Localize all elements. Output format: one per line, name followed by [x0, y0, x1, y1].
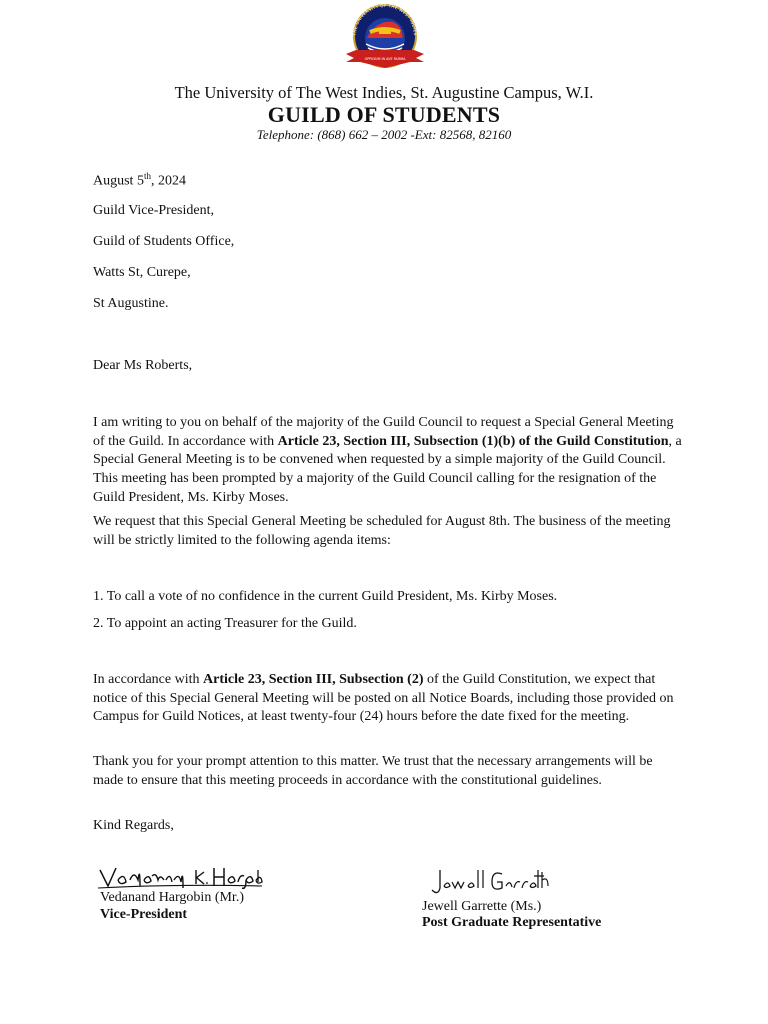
- signature-post-graduate-representative: [430, 866, 550, 898]
- address-line: Watts St, Curepe,: [93, 265, 191, 280]
- body-paragraph-4: Thank you for your prompt attention to this matter. We trust that the necessary arrangements will be made to ensure that this meeting proceeds in accordance with the constitutional guidelines.: [93, 754, 653, 788]
- crest-text: THE UNIVERSITY OF THE WEST INDIES: [351, 2, 419, 36]
- closing: Kind Regards,: [93, 818, 174, 833]
- signatory-name: Jewell Garrette (Ms.): [422, 899, 542, 914]
- constitution-reference: Article 23, Section III, Subsection (2): [203, 672, 424, 687]
- agenda-item: 2. To appoint an acting Treasurer for the Guild.: [93, 616, 357, 631]
- organization-title: GUILD OF STUDENTS: [267, 102, 501, 127]
- body-paragraph-1: I am writing to you on behalf of the majority of the Guild Council to request a Special General Meeting of the Guild. In accordance with Article 23, Section III, Subsection (1)(b) of the Guild Constitution, a Special General Meeting is to be convened when requested by a simple majority of the Guild Council. This meeting has been prompted by a majority of the Guild Council calling for the resignation of the Guild President, Ms. Kirby Moses.: [93, 415, 682, 505]
- university-name: The University of The West Indies, St. Augustine Campus, W.I.: [174, 83, 594, 102]
- body-paragraph-2: We request that this Special General Meeting be scheduled for August 8th. The business of the meeting will be strictly limited to the following agenda items:: [93, 514, 671, 548]
- letter-date: August 5th, 2024: [93, 171, 186, 189]
- signatory-title: Vice-President: [100, 907, 188, 922]
- guild-crest-logo: [336, 2, 434, 76]
- constitution-reference: Article 23, Section III, Subsection (1)(b) of the Guild Constitution: [277, 433, 669, 449]
- signature-vice-president: [96, 862, 266, 892]
- signatory-name: Vedanand Hargobin (Mr.): [100, 890, 244, 905]
- crest-ribbon-text: OPPIDUM IN AVE RUBRA: [364, 57, 406, 61]
- telephone-line: Telephone: (868) 662 – 2002 -Ext: 82568, 82160: [256, 127, 512, 142]
- address-line: Guild Vice-President,: [93, 203, 214, 218]
- address-line: Guild of Students Office,: [93, 234, 235, 249]
- signatory-title: Post Graduate Representative: [422, 915, 602, 930]
- salutation: Dear Ms Roberts,: [93, 358, 193, 373]
- address-line: St Augustine.: [93, 296, 169, 311]
- body-paragraph-3: In accordance with Article 23, Section III, Subsection (2) of the Guild Constitution, we expect that notice of this Special General Meeting will be posted on all Notice Boards, including those provided on Campus for Guild Notices, at least twenty-four (24) hours before the date fixed for the meeting.: [93, 672, 674, 725]
- agenda-item: 1. To call a vote of no confidence in the current Guild President, Ms. Kirby Moses.: [93, 589, 558, 604]
